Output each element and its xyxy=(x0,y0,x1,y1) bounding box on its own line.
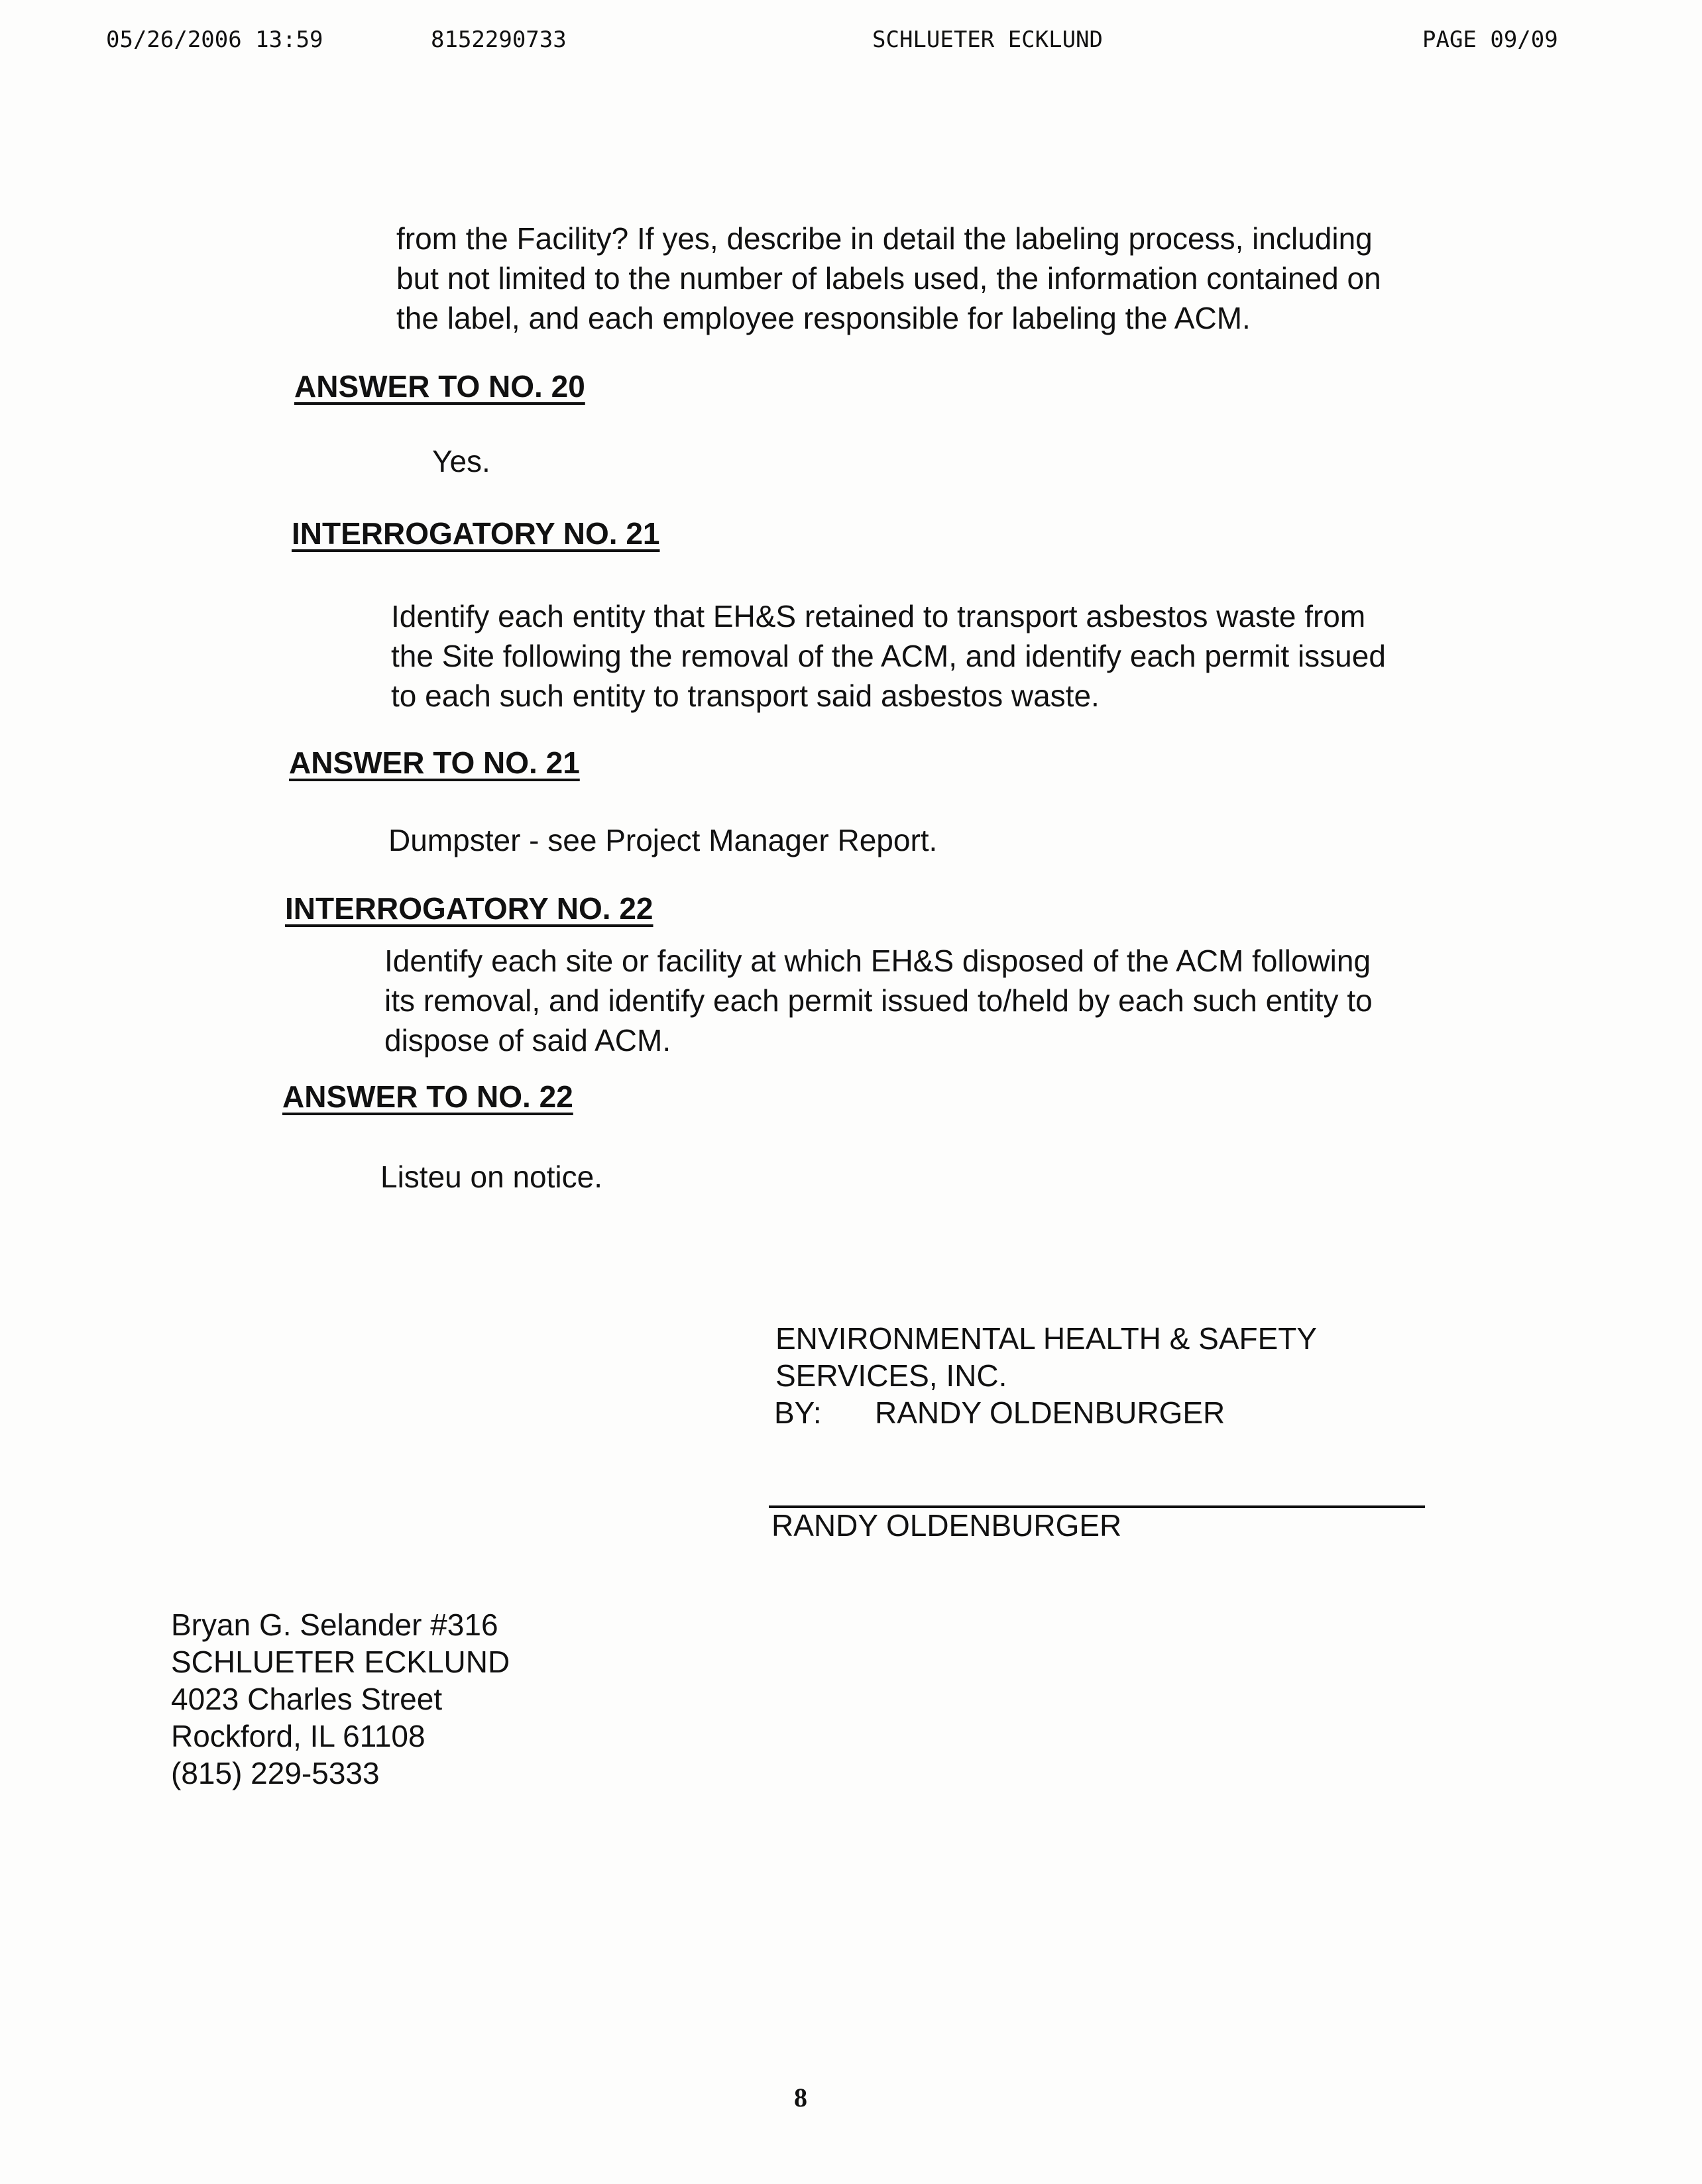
company-name-line-2: SERVICES, INC. xyxy=(775,1358,1007,1393)
attorney-block xyxy=(171,1606,510,1792)
continuation-paragraph xyxy=(396,219,1381,338)
company-name-line-1: ENVIRONMENTAL HEALTH & SAFETY xyxy=(775,1321,1318,1356)
fax-page-count: PAGE 09/09 xyxy=(1422,27,1558,53)
interrogatory-21-paragraph xyxy=(391,596,1386,716)
attorney-phone: (815) 229-5333 xyxy=(171,1756,380,1790)
answer-20-text: Yes. xyxy=(432,444,490,478)
interrogatory-21-line: the Site following the removal of the ACM, and identify each permit issued xyxy=(391,639,1386,673)
by-name: RANDY OLDENBURGER xyxy=(875,1395,1225,1430)
interrogatory-22-line: dispose of said ACM. xyxy=(384,1023,671,1058)
attorney-firm: SCHLUETER ECKLUND xyxy=(171,1645,510,1679)
fax-number: 8152290733 xyxy=(431,27,567,53)
continuation-line: the label, and each employee responsible for labeling the ACM. xyxy=(396,301,1251,335)
interrogatory-21-line: to each such entity to transport said asbestos waste. xyxy=(391,679,1100,713)
attorney-name: Bryan G. Selander #316 xyxy=(171,1608,498,1642)
interrogatory-22-line: its removal, and identify each permit issued to/held by each such entity to xyxy=(384,983,1373,1018)
answer-21-text: Dumpster - see Project Manager Report. xyxy=(388,823,938,857)
answer-22-heading: ANSWER TO NO. 22 xyxy=(282,1079,573,1114)
signatory-name: RANDY OLDENBURGER xyxy=(771,1508,1122,1543)
answer-22-text: Listeu on notice. xyxy=(380,1160,603,1194)
attorney-street: 4023 Charles Street xyxy=(171,1682,443,1716)
answer-21-heading: ANSWER TO NO. 21 xyxy=(289,745,580,780)
by-label: BY: xyxy=(774,1395,822,1430)
continuation-line: but not limited to the number of labels used, the information contained on xyxy=(396,261,1381,296)
continuation-line: from the Facility? If yes, describe in detail the labeling process, including xyxy=(396,221,1373,256)
interrogatory-21-heading: INTERROGATORY NO. 21 xyxy=(292,516,660,551)
answer-20-heading: ANSWER TO NO. 20 xyxy=(294,369,585,404)
attorney-city: Rockford, IL 61108 xyxy=(171,1719,426,1753)
interrogatory-22-heading: INTERROGATORY NO. 22 xyxy=(285,891,653,926)
interrogatory-22-line: Identify each site or facility at which EH&S disposed of the ACM following xyxy=(384,944,1371,978)
interrogatory-21-line: Identify each entity that EH&S retained to transport asbestos waste from xyxy=(391,599,1366,633)
page-number: 8 xyxy=(794,2083,807,2112)
fax-datetime: 05/26/2006 13:59 xyxy=(106,27,323,53)
interrogatory-22-paragraph xyxy=(384,941,1373,1060)
fax-sender: SCHLUETER ECKLUND xyxy=(872,27,1103,53)
fax-header xyxy=(0,27,1702,66)
